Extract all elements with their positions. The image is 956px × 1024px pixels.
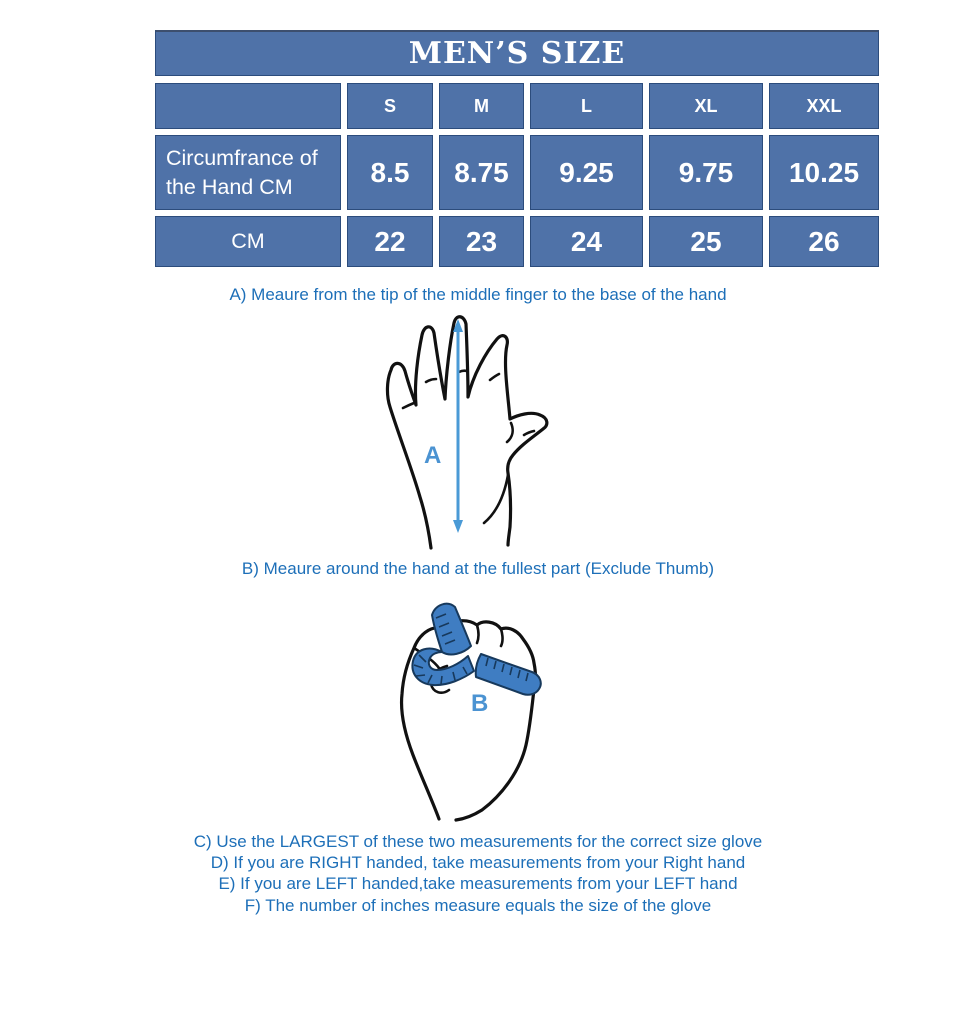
hand-outline-icon — [387, 317, 546, 548]
cm-value-xxl: 26 — [769, 216, 879, 267]
hand-figure-label: A — [424, 442, 442, 469]
circumference-value-l: 9.25 — [530, 135, 643, 210]
instruction-e: E) If you are LEFT handed,take measurements from your LEFT hand — [218, 874, 738, 894]
table-title: MEN’S SIZE — [408, 36, 626, 71]
cm-value-s: 22 — [347, 216, 433, 267]
col-header-l: L — [530, 83, 643, 129]
instruction-a: A) Meaure from the tip of the middle finger to the base of the hand — [229, 285, 727, 304]
open-hand-diagram — [356, 310, 586, 552]
table-title-band — [155, 30, 879, 76]
circumference-value-s: 8.5 — [347, 135, 433, 210]
instruction-c: C) Use the LARGEST of these two measurements for the correct size glove — [193, 832, 763, 851]
cm-value-xl: 25 — [649, 216, 763, 267]
instruction-f: F) The number of inches measure equals the size of the glove — [244, 895, 712, 915]
table-corner-cell — [155, 83, 341, 129]
row-label-cm: CM — [155, 216, 341, 267]
col-header-xl: XL — [649, 83, 763, 129]
col-header-m: M — [439, 83, 524, 129]
circumference-value-xl: 9.75 — [649, 135, 763, 210]
fist-diagram — [383, 584, 593, 834]
circumference-value-m: 8.75 — [439, 135, 524, 210]
size-table — [155, 30, 879, 267]
cm-value-m: 23 — [439, 216, 524, 267]
fist-figure-label: B — [471, 690, 489, 717]
size-grid — [155, 83, 879, 267]
circumference-value-xxl: 10.25 — [769, 135, 879, 210]
cm-value-l: 24 — [530, 216, 643, 267]
col-header-s: S — [347, 83, 433, 129]
col-header-xxl: XXL — [769, 83, 879, 129]
bottom-notes — [0, 831, 956, 916]
instruction-d: D) If you are RIGHT handed, take measurements from your Right hand — [210, 853, 746, 873]
row-label-circumference: Circumfrance of the Hand CM — [155, 135, 341, 210]
instruction-b: B) Meaure around the hand at the fullest part (Exclude Thumb) — [241, 559, 715, 578]
